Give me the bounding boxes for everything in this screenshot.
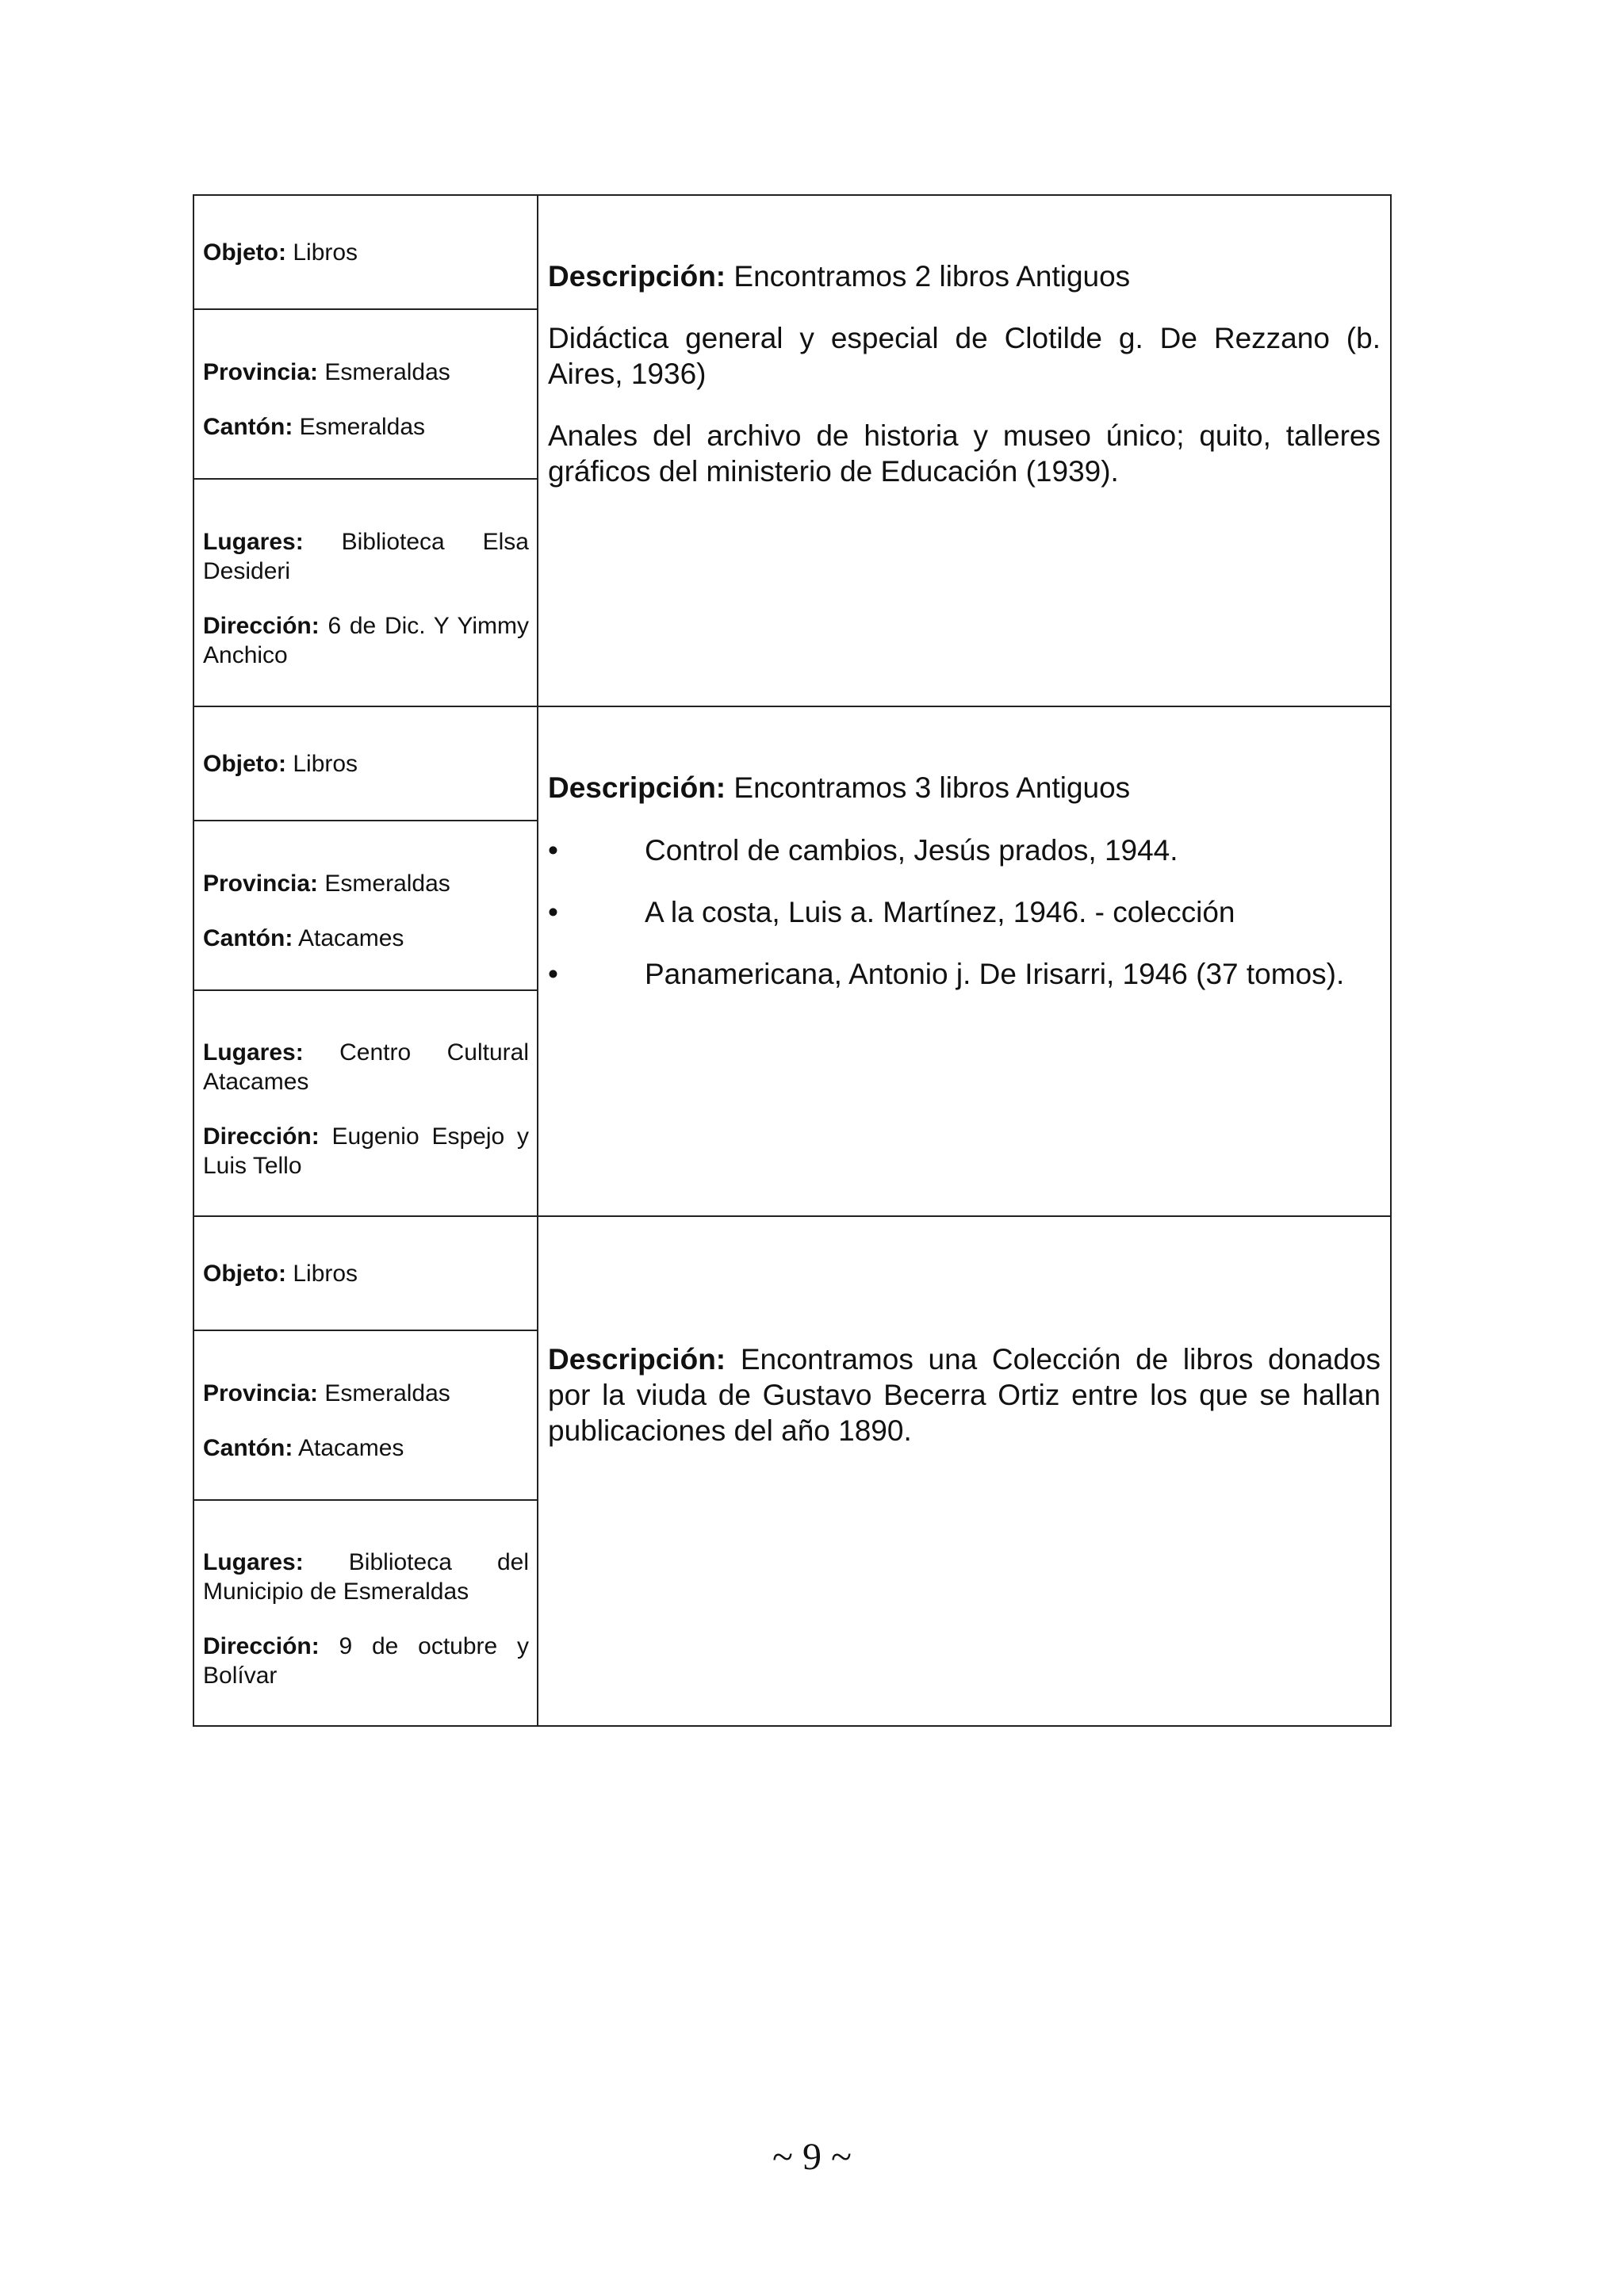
provincia-label: Provincia: xyxy=(203,871,319,897)
provincia-label: Provincia: xyxy=(203,359,319,385)
canton-label: Cantón: xyxy=(203,925,293,951)
canton-value: Atacames xyxy=(298,1435,404,1461)
bullet-icon: • xyxy=(548,834,558,867)
descripcion-label: Descripción: xyxy=(548,260,726,293)
record-row xyxy=(194,706,1390,1215)
record-row xyxy=(194,196,1390,706)
lugares-direccion-cell xyxy=(194,991,537,1215)
provincia-label: Provincia: xyxy=(203,1380,319,1406)
book-entry: Anales del archivo de historia y museo único; quito, talleres gráficos del ministerio de Educación (1939). xyxy=(548,419,1381,488)
records-table xyxy=(193,194,1392,1727)
direccion-value: Eugenio Espejo y Luis Tello xyxy=(203,1123,530,1179)
book-entry: Panamericana, Antonio j. De Irisarri, 1946 (37 tomos). xyxy=(645,958,1345,990)
provincia-canton-cell xyxy=(194,310,537,480)
canton-value: Atacames xyxy=(298,925,404,951)
objeto-label: Objeto: xyxy=(203,239,286,266)
book-entry: Control de cambios, Jesús prados, 1944. xyxy=(645,834,1178,867)
record-meta xyxy=(194,196,538,706)
provincia-canton-cell xyxy=(194,821,537,991)
direccion-label: Dirección: xyxy=(203,1123,320,1150)
descripcion-cell xyxy=(538,707,1390,1215)
objeto-cell xyxy=(194,196,537,310)
lugares-direccion-cell xyxy=(194,1501,537,1725)
descripcion-value: Encontramos 2 libros Antiguos xyxy=(733,260,1131,293)
descripcion-cell xyxy=(538,1217,1390,1725)
book-entry: A la costa, Luis a. Martínez, 1946. - colección xyxy=(645,896,1235,928)
page-number: ~ 9 ~ xyxy=(772,2136,852,2178)
direccion-value: 9 de octubre y Bolívar xyxy=(203,1632,529,1689)
descripcion-value: Encontramos una Colección de libros donados por la viuda de Gustavo Becerra Ortiz entre los que se hallan publicaciones del año 1890. xyxy=(548,1343,1381,1447)
descripcion-cell xyxy=(538,196,1390,706)
list-item xyxy=(548,956,1381,992)
lugares-label: Lugares: xyxy=(203,1548,304,1575)
lugares-label: Lugares: xyxy=(203,1039,304,1066)
lugares-value: Centro Cultural Atacames xyxy=(203,1039,529,1095)
list-item xyxy=(548,894,1381,930)
list-item xyxy=(548,832,1381,868)
book-list xyxy=(548,832,1381,992)
objeto-cell xyxy=(194,707,537,821)
provincia-value: Esmeraldas xyxy=(324,1380,450,1406)
lugares-direccion-cell xyxy=(194,480,537,706)
objeto-cell xyxy=(194,1217,537,1331)
objeto-label: Objeto: xyxy=(203,750,286,777)
lugares-label: Lugares: xyxy=(203,528,304,555)
record-row xyxy=(194,1215,1390,1725)
direccion-label: Dirección: xyxy=(203,1632,320,1659)
provincia-value: Esmeraldas xyxy=(324,359,450,385)
descripcion-label: Descripción: xyxy=(548,771,726,804)
direccion-value: 6 de Dic. Y Yimmy Anchico xyxy=(203,612,529,668)
lugares-value: Biblioteca del Municipio de Esmeraldas xyxy=(203,1548,529,1605)
canton-label: Cantón: xyxy=(203,414,293,440)
lugares-value: Biblioteca Elsa Desideri xyxy=(203,528,529,584)
bullet-icon: • xyxy=(548,896,558,928)
objeto-value: Libros xyxy=(293,239,358,266)
bullet-icon: • xyxy=(548,958,558,990)
provincia-value: Esmeraldas xyxy=(324,871,450,897)
provincia-canton-cell xyxy=(194,1331,537,1501)
descripcion-label: Descripción: xyxy=(548,1343,726,1376)
descripcion-value: Encontramos 3 libros Antiguos xyxy=(733,771,1131,804)
book-entry: Didáctica general y especial de Clotilde g. De Rezzano (b. Aires, 1936) xyxy=(548,322,1381,390)
direccion-label: Dirección: xyxy=(203,612,320,639)
objeto-value: Libros xyxy=(293,1260,358,1287)
canton-label: Cantón: xyxy=(203,1435,293,1461)
record-meta xyxy=(194,707,538,1215)
objeto-value: Libros xyxy=(293,750,358,777)
canton-value: Esmeraldas xyxy=(299,414,426,440)
objeto-label: Objeto: xyxy=(203,1260,286,1287)
record-meta xyxy=(194,1217,538,1725)
